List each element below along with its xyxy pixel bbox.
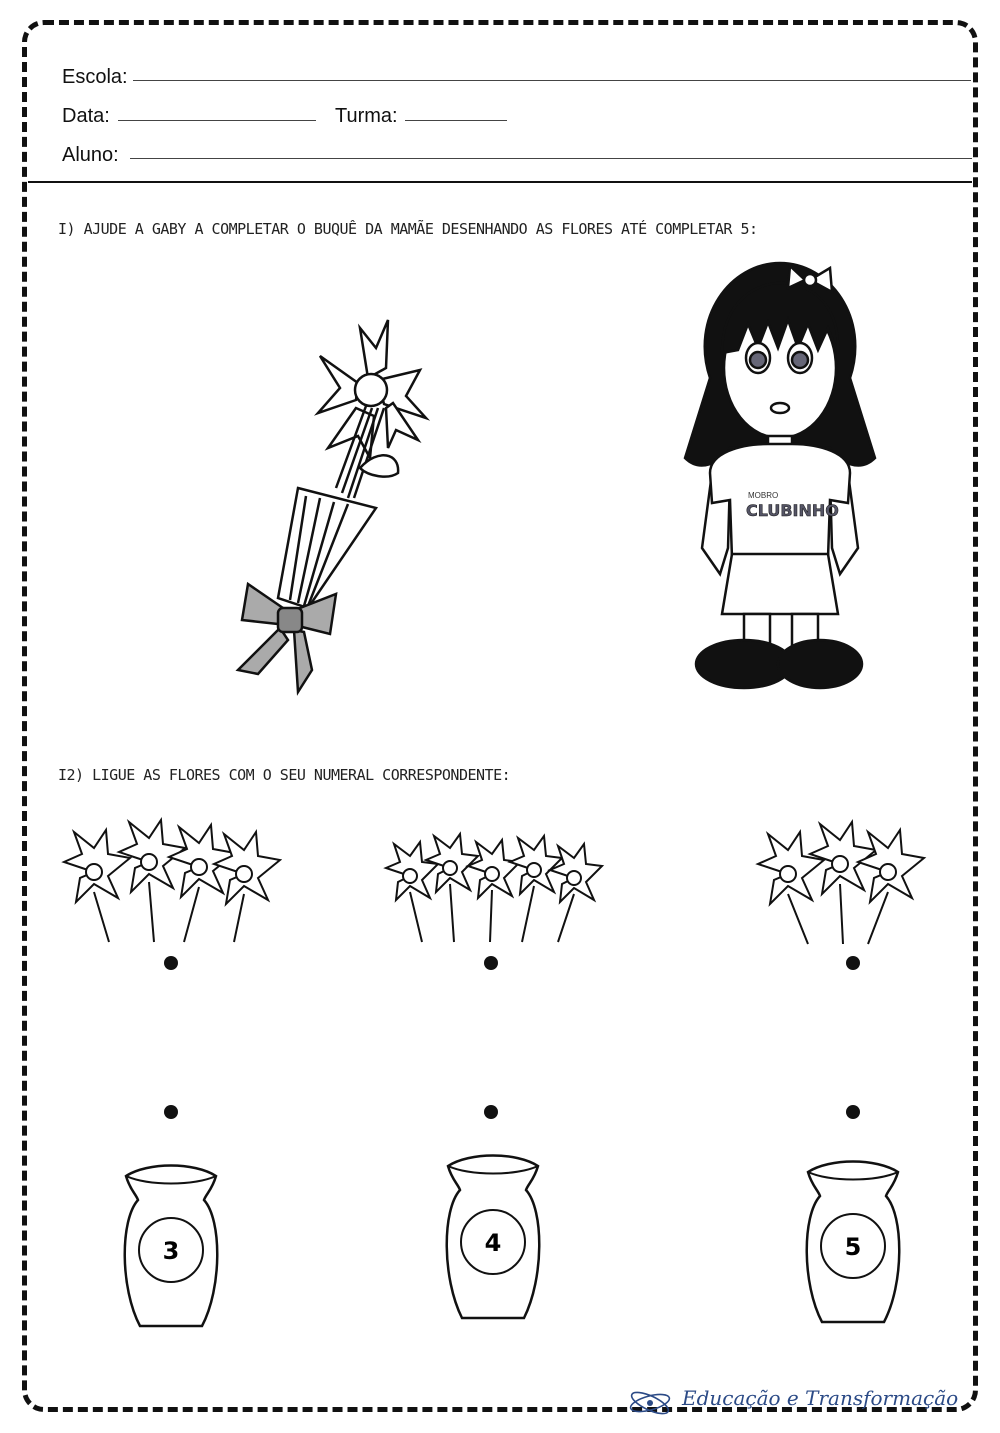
- flower-group-5: [382, 822, 606, 950]
- vase-2-number: 4: [484, 1229, 502, 1257]
- flower-dot-1[interactable]: [164, 956, 178, 970]
- flower-dot-3[interactable]: [846, 956, 860, 970]
- flower-group-4: [54, 812, 282, 952]
- class-field[interactable]: [405, 120, 507, 121]
- gaby-girl-illustration: [680, 258, 880, 694]
- vase-3-number: 5: [844, 1233, 862, 1261]
- class-label: Turma:: [335, 105, 398, 127]
- student-label: Aluno:: [62, 144, 119, 166]
- header-separator: [28, 181, 972, 183]
- question-2-text: I2) LIGUE AS FLORES COM O SEU NUMERAL CORRESPONDENTE:: [58, 766, 511, 784]
- school-field[interactable]: [133, 80, 971, 81]
- flower-dot-2[interactable]: [484, 956, 498, 970]
- school-label: Escola:: [62, 66, 128, 88]
- flower-group-3: [748, 814, 930, 952]
- student-field[interactable]: [130, 158, 972, 159]
- bouquet-illustration: [228, 308, 438, 698]
- shirt-small-text: MOBRO: [748, 491, 779, 500]
- vase-dot-3[interactable]: [846, 1105, 860, 1119]
- vase-1-number: 3: [162, 1237, 180, 1265]
- vase-dot-2[interactable]: [484, 1105, 498, 1119]
- vase-dot-1[interactable]: [164, 1105, 178, 1119]
- vase-2: [440, 1150, 546, 1322]
- footer-brand: Educação e Transformação: [682, 1386, 959, 1410]
- date-field[interactable]: [118, 120, 316, 121]
- vase-1: [118, 1160, 224, 1330]
- vase-3: [800, 1156, 906, 1326]
- date-label: Data:: [62, 105, 110, 127]
- shirt-clubinho-text: CLUBINHO: [746, 501, 839, 520]
- question-1-text: I) AJUDE A GABY A COMPLETAR O BUQUÊ DA MAMÃE DESENHANDO AS FLORES ATÉ COMPLETAR 5:: [58, 220, 758, 238]
- atom-logo-icon: [628, 1388, 672, 1418]
